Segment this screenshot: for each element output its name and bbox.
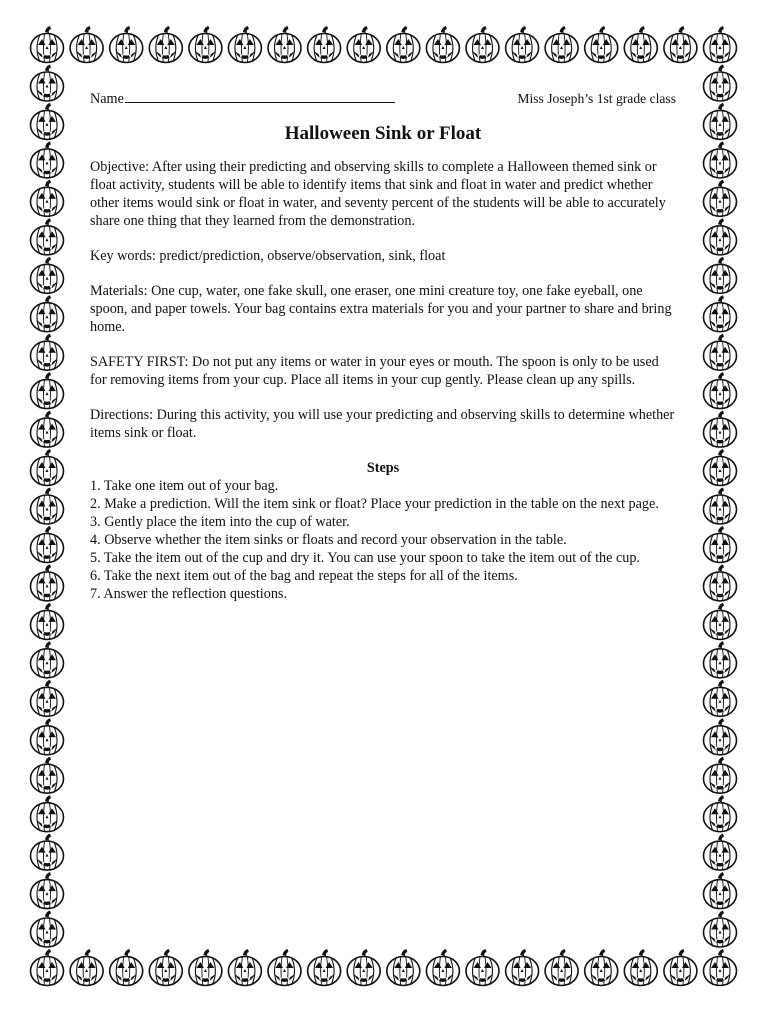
step-item: 5. Take the item out of the cup and dry it. You can use your spoon to take the item out of the cup. <box>90 550 640 566</box>
jack-o-lantern-icon <box>545 26 578 63</box>
jack-o-lantern-icon <box>31 295 64 332</box>
jack-o-lantern-icon <box>704 218 737 255</box>
class-label: Miss Joseph’s 1st grade class <box>517 91 676 106</box>
jack-o-lantern-icon <box>387 26 420 63</box>
step-item: 2. Make a prediction. Will the item sink or float? Place your prediction in the table on the next page. <box>90 496 659 512</box>
page-title: Halloween Sink or Float <box>284 123 482 144</box>
jack-o-lantern-icon <box>31 449 64 486</box>
jack-o-lantern-icon <box>110 26 143 63</box>
jack-o-lantern-icon <box>664 26 697 63</box>
jack-o-lantern-icon <box>70 26 103 63</box>
jack-o-lantern-icon <box>308 949 341 986</box>
jack-o-lantern-icon <box>624 949 657 986</box>
jack-o-lantern-icon <box>268 26 301 63</box>
jack-o-lantern-icon <box>704 257 737 294</box>
jack-o-lantern-icon <box>308 26 341 63</box>
jack-o-lantern-icon <box>31 949 64 986</box>
step-item: 1. Take one item out of your bag. <box>90 478 279 494</box>
worksheet <box>90 90 676 603</box>
step-item: 4. Observe whether the item sinks or floats and record your observation in the table. <box>90 532 567 548</box>
jack-o-lantern-icon <box>624 26 657 63</box>
jack-o-lantern-icon <box>704 449 737 486</box>
name-blank-line <box>125 90 395 103</box>
jack-o-lantern-icon <box>31 26 64 63</box>
jack-o-lantern-icon <box>268 949 301 986</box>
objective-paragraph: Objective: After using their predicting and observing skills to complete a Halloween themed sink or float activity, students will be able to identify items that sink and float in water and predict whether other items would sink or float in water, and seventy percent of the students will be able to accurately share one thing that they learned from the demonstration. <box>90 159 666 229</box>
jack-o-lantern-icon <box>704 65 737 102</box>
jack-o-lantern-icon <box>704 834 737 871</box>
jack-o-lantern-icon <box>31 372 64 409</box>
jack-o-lantern-icon <box>31 334 64 371</box>
jack-o-lantern-icon <box>704 411 737 448</box>
jack-o-lantern-icon <box>704 911 737 948</box>
jack-o-lantern-icon <box>585 26 618 63</box>
jack-o-lantern-icon <box>31 257 64 294</box>
jack-o-lantern-icon <box>466 26 499 63</box>
jack-o-lantern-icon <box>704 564 737 601</box>
jack-o-lantern-icon <box>31 103 64 139</box>
jack-o-lantern-icon <box>31 488 64 525</box>
directions-paragraph: Directions: During this activity, you will use your predicting and observing skills to determine whether items sink or float. <box>90 407 675 441</box>
jack-o-lantern-icon <box>506 949 539 986</box>
header-row <box>90 90 676 108</box>
steps-heading: Steps <box>366 460 400 476</box>
jack-o-lantern-icon <box>347 949 380 986</box>
jack-o-lantern-icon <box>110 949 143 986</box>
jack-o-lantern-icon <box>704 757 737 794</box>
jack-o-lantern-icon <box>31 718 64 755</box>
jack-o-lantern-icon <box>31 141 64 178</box>
name-field <box>90 90 395 108</box>
jack-o-lantern-icon <box>704 295 737 332</box>
jack-o-lantern-icon <box>31 795 64 832</box>
jack-o-lantern-icon <box>149 949 182 986</box>
jack-o-lantern-icon <box>31 603 64 640</box>
name-label: Name <box>90 91 124 107</box>
jack-o-lantern-icon <box>585 949 618 986</box>
jack-o-lantern-icon <box>704 680 737 717</box>
jack-o-lantern-icon <box>704 180 737 217</box>
jack-o-lantern-icon <box>704 718 737 755</box>
jack-o-lantern-icon <box>347 26 380 63</box>
jack-o-lantern-icon <box>31 834 64 871</box>
jack-o-lantern-icon <box>70 949 103 986</box>
step-item: 3. Gently place the item into the cup of water. <box>90 514 350 530</box>
jack-o-lantern-icon <box>31 641 64 678</box>
jack-o-lantern-icon <box>704 334 737 371</box>
jack-o-lantern-icon <box>31 218 64 255</box>
steps-list <box>90 477 676 603</box>
jack-o-lantern-icon <box>704 603 737 640</box>
jack-o-lantern-icon <box>31 65 64 102</box>
jack-o-lantern-icon <box>31 872 64 909</box>
jack-o-lantern-icon <box>228 949 261 986</box>
jack-o-lantern-icon <box>664 949 697 986</box>
jack-o-lantern-icon <box>704 949 737 986</box>
jack-o-lantern-icon <box>704 103 737 139</box>
key-words-paragraph: Key words: predict/prediction, observe/observation, sink, float <box>90 248 446 264</box>
jack-o-lantern-icon <box>31 757 64 794</box>
jack-o-lantern-icon <box>466 949 499 986</box>
jack-o-lantern-icon <box>704 641 737 678</box>
jack-o-lantern-icon <box>704 872 737 909</box>
jack-o-lantern-icon <box>189 949 222 986</box>
jack-o-lantern-icon <box>387 949 420 986</box>
jack-o-lantern-icon <box>31 411 64 448</box>
safety-paragraph: SAFETY FIRST: Do not put any items or water in your eyes or mouth. The spoon is only to be used for removing items from your cup. Place all items in your cup gently. Please clean up any spills. <box>90 354 659 388</box>
jack-o-lantern-icon <box>31 526 64 563</box>
jack-o-lantern-icon <box>31 564 64 601</box>
step-item: 6. Take the next item out of the bag and repeat the steps for all of the items. <box>90 568 518 584</box>
step-item: 7. Answer the reflection questions. <box>90 586 288 602</box>
jack-o-lantern-icon <box>426 26 459 63</box>
jack-o-lantern-icon <box>31 680 64 717</box>
jack-o-lantern-icon <box>704 795 737 832</box>
materials-paragraph: Materials: One cup, water, one fake skull, one eraser, one mini creature toy, one fake eyeball, one spoon, and paper towels. Your bag contains extra materials for you and your partner to share and bring home. <box>90 283 672 335</box>
jack-o-lantern-icon <box>704 488 737 525</box>
jack-o-lantern-icon <box>704 26 737 63</box>
jack-o-lantern-icon <box>545 949 578 986</box>
jack-o-lantern-icon <box>704 372 737 409</box>
jack-o-lantern-icon <box>149 26 182 63</box>
jack-o-lantern-icon <box>506 26 539 63</box>
jack-o-lantern-icon <box>31 911 64 948</box>
jack-o-lantern-icon <box>189 26 222 63</box>
jack-o-lantern-icon <box>228 26 261 63</box>
jack-o-lantern-icon <box>426 949 459 986</box>
jack-o-lantern-icon <box>704 526 737 563</box>
jack-o-lantern-icon <box>704 141 737 178</box>
jack-o-lantern-icon <box>31 180 64 217</box>
